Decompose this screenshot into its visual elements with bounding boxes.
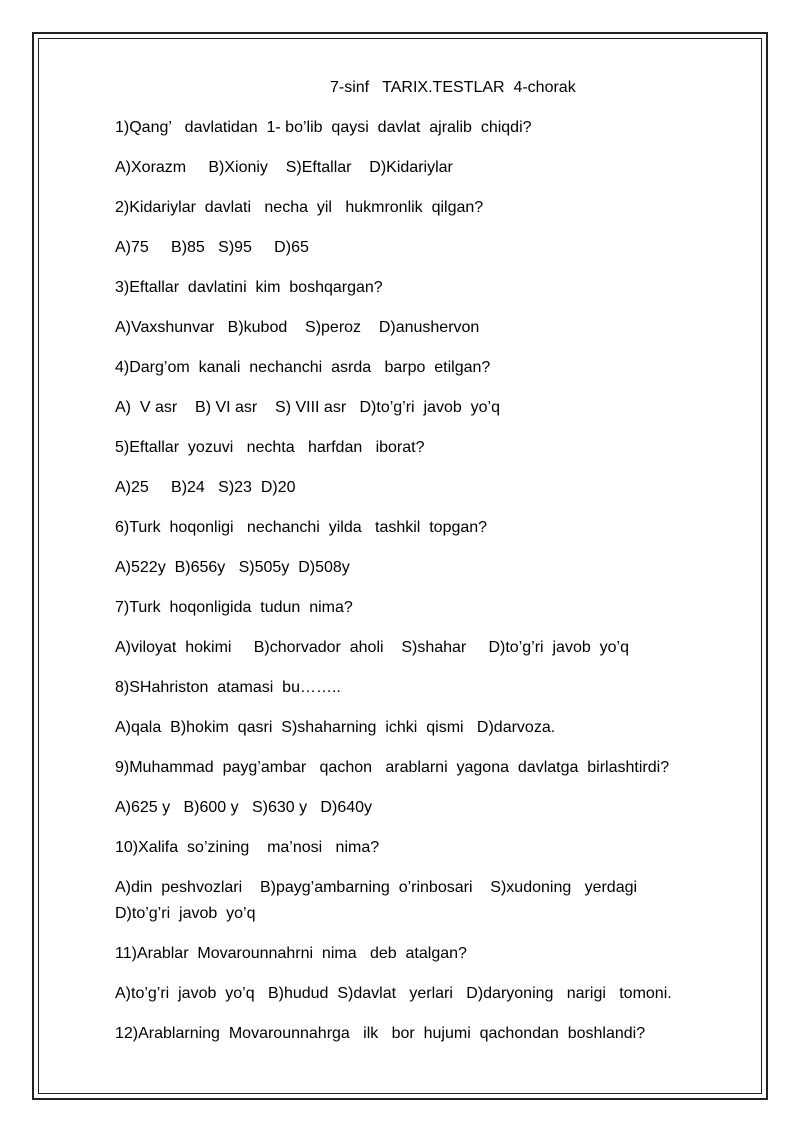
answers-9: A)625 y B)600 y S)630 y D)640y bbox=[115, 799, 373, 816]
answers-4: A) V asr B) VI asr S) VIII asr D)to’g’ri javob yo’q bbox=[115, 399, 500, 416]
question-9: 9)Muhammad payg’ambar qachon arablarni yagona davlatga birlashtirdi? bbox=[115, 759, 670, 776]
question-12: 12)Arablarning Movarounnahrga ilk bor hujumi qachondan boshlandi? bbox=[115, 1025, 646, 1042]
answers-6: A)522y B)656y S)505y D)508y bbox=[115, 559, 350, 576]
question-1: 1)Qang’ davlatidan 1- bo’lib qaysi davlat ajralib chiqdi? bbox=[115, 119, 532, 136]
answers-5: A)25 B)24 S)23 D)20 bbox=[115, 479, 296, 496]
document-title: 7-sinf TARIX.TESTLAR 4-chorak bbox=[330, 79, 576, 96]
question-2: 2)Kidariylar davlati necha yil hukmronlik qilgan? bbox=[115, 199, 484, 216]
question-8: 8)SHahriston atamasi bu…….. bbox=[115, 679, 341, 696]
question-6: 6)Turk hoqonligi nechanchi yilda tashkil topgan? bbox=[115, 519, 488, 536]
question-11: 11)Arablar Movarounnahrni nima deb atalgan? bbox=[115, 945, 467, 962]
answers-10-line-2: D)to’g’ri javob yo’q bbox=[115, 905, 256, 922]
question-4: 4)Darg’om kanali nechanchi asrda barpo etilgan? bbox=[115, 359, 491, 376]
answers-1: A)Xorazm B)Xioniy S)Eftallar D)Kidariylar bbox=[115, 159, 453, 176]
answers-3: A)Vaxshunvar B)kubod S)peroz D)anushervon bbox=[115, 319, 480, 336]
question-10: 10)Xalifa so’zining ma’nosi nima? bbox=[115, 839, 380, 856]
question-5: 5)Eftallar yozuvi nechta harfdan iborat? bbox=[115, 439, 425, 456]
question-3: 3)Eftallar davlatini kim boshqargan? bbox=[115, 279, 383, 296]
answers-8: A)qala B)hokim qasri S)shaharning ichki qismi D)darvoza. bbox=[115, 719, 556, 736]
answers-7: A)viloyat hokimi B)chorvador aholi S)shahar D)to’g’ri javob yo’q bbox=[115, 639, 629, 656]
answers-11: A)to’g’ri javob yo’q B)hudud S)davlat yerlari D)daryoning narigi tomoni. bbox=[115, 985, 672, 1002]
answers-2: A)75 B)85 S)95 D)65 bbox=[115, 239, 309, 256]
question-7: 7)Turk hoqonligida tudun nima? bbox=[115, 599, 353, 616]
answers-10-line-1: A)din peshvozlari B)payg’ambarning o’rinbosari S)xudoning yerdagi bbox=[115, 879, 638, 896]
